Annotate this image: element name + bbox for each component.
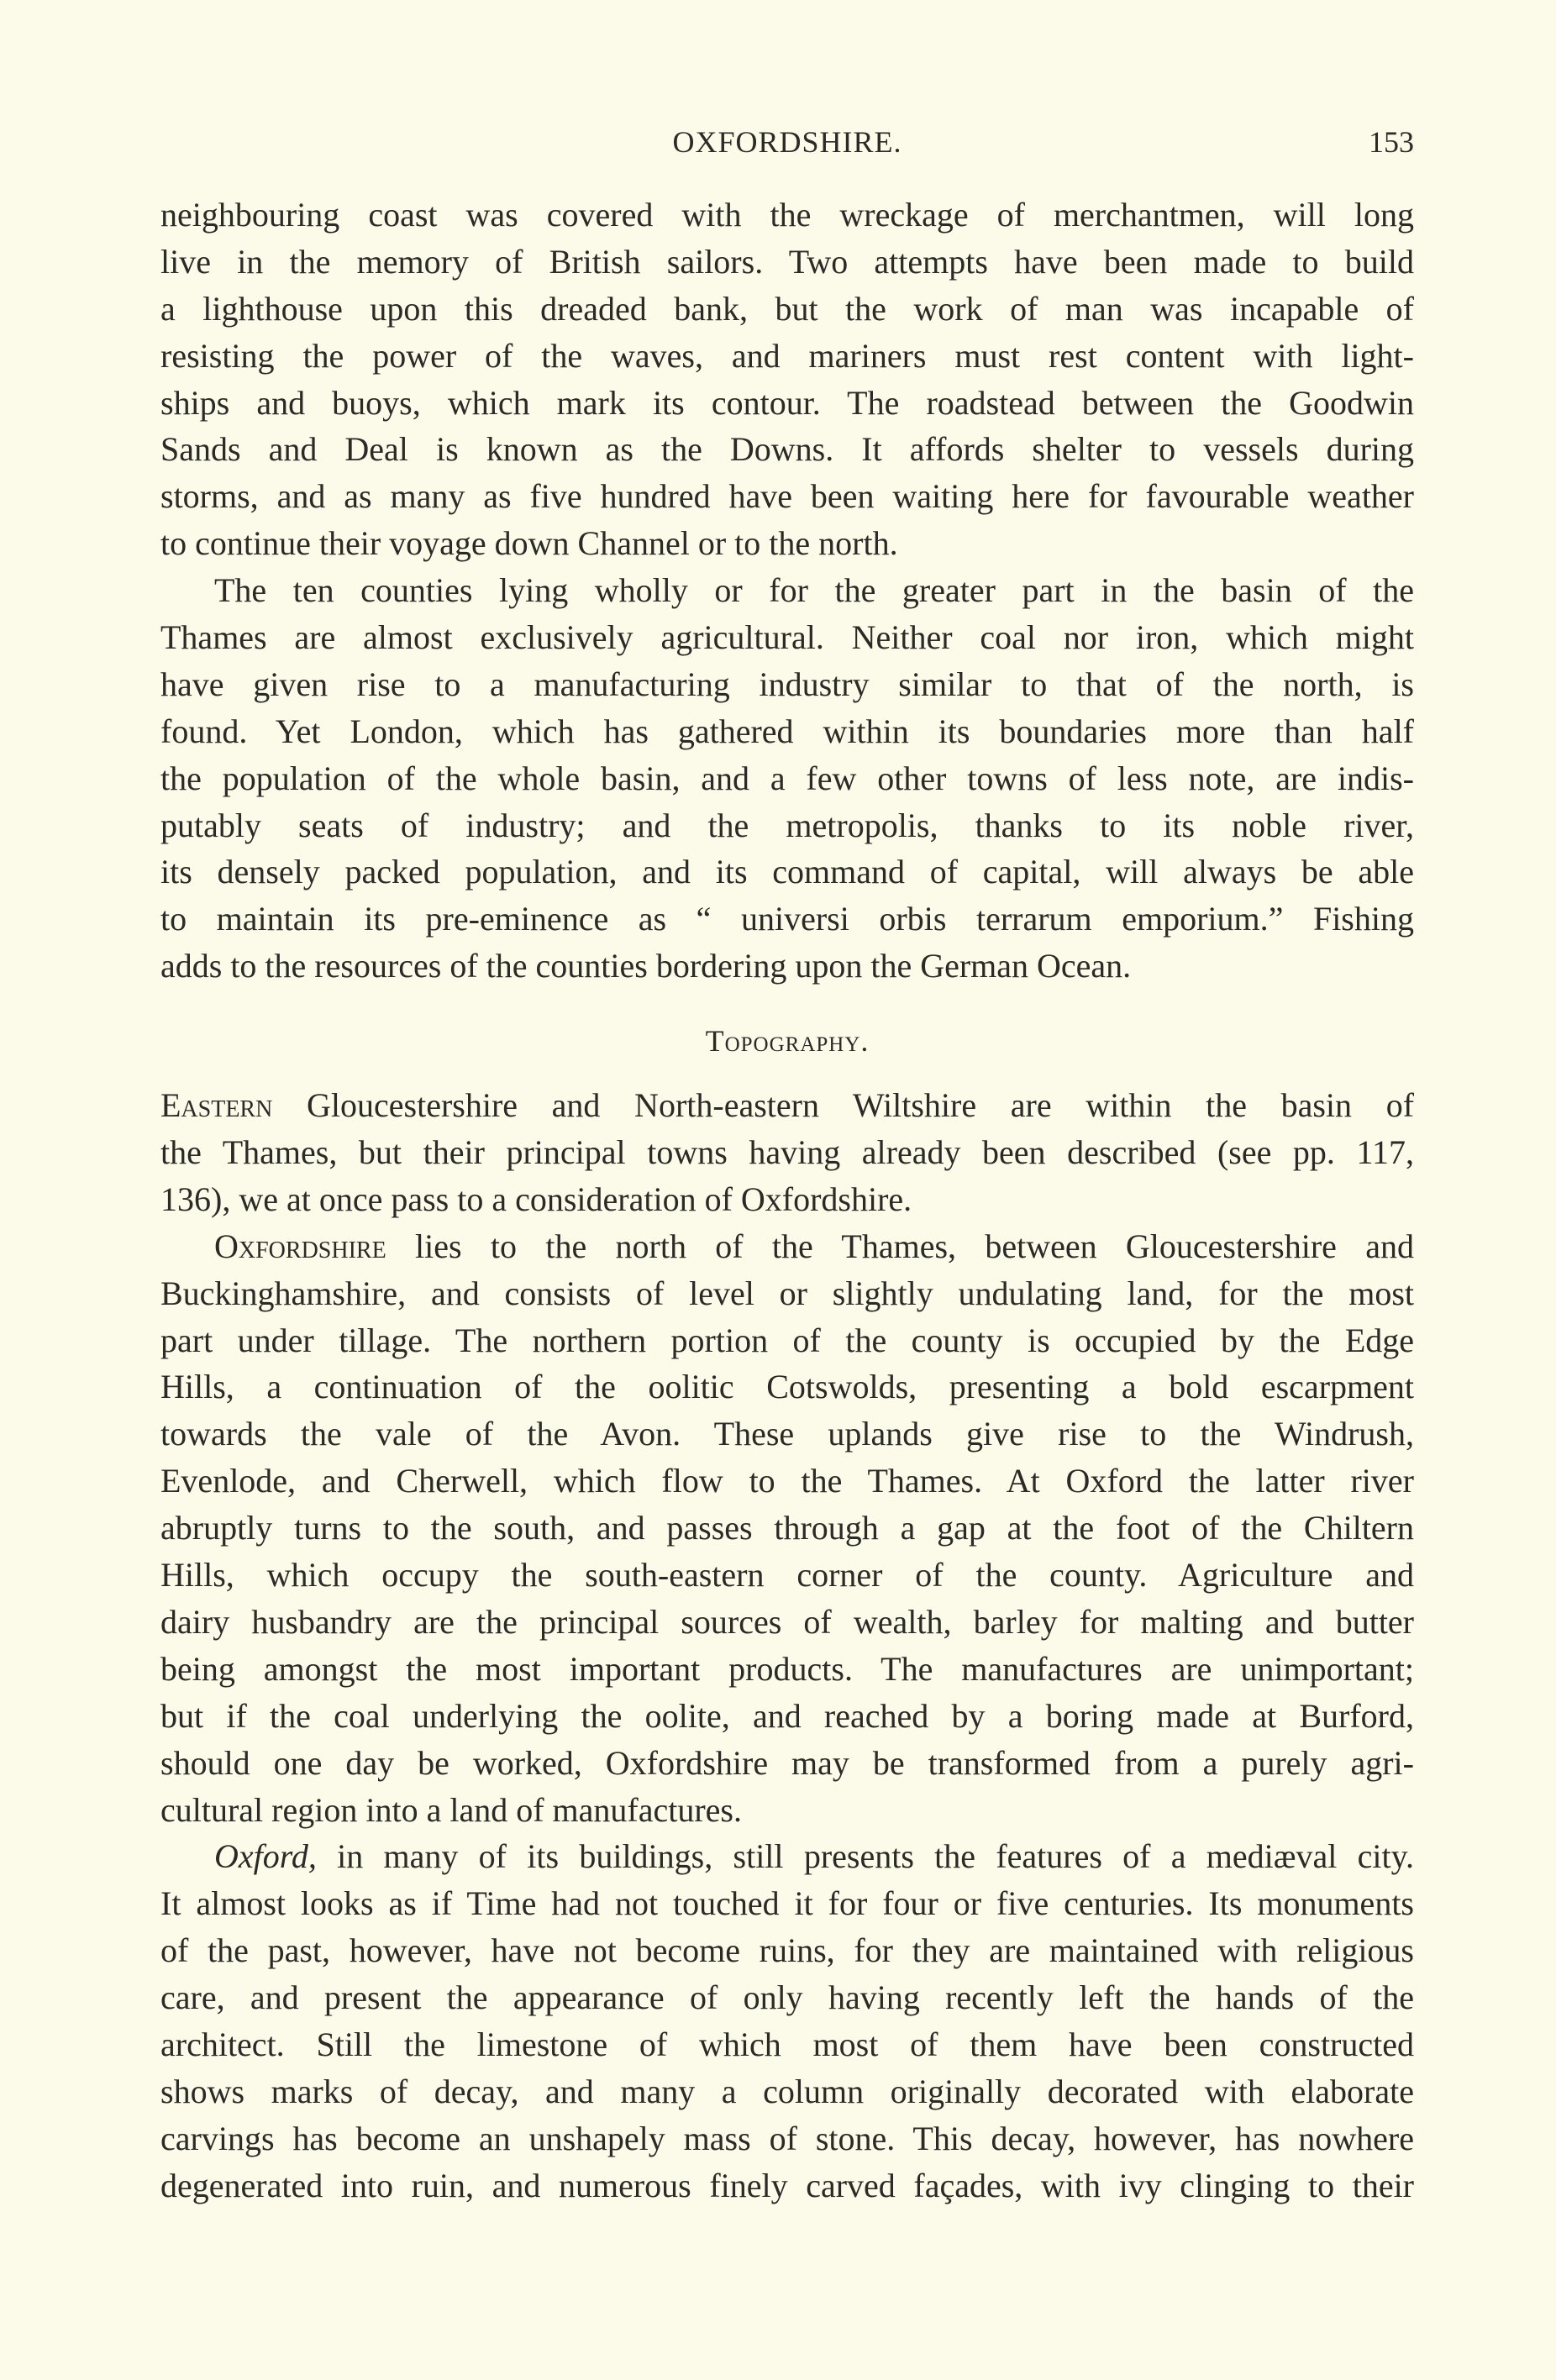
text-line: resisting the power of the waves, and mariners must rest content with light- bbox=[160, 336, 1414, 375]
text-line: Evenlode, and Cherwell, which flow to the Thames. At Oxford the latter river bbox=[160, 1462, 1414, 1500]
text-line: putably seats of industry; and the metropolis, thanks to its noble river, bbox=[160, 806, 1414, 844]
text-line: care, and present the appearance of only having recently left the hands of the bbox=[160, 1978, 1414, 2017]
text-line: Gloucestershire and North-eastern Wiltshire are within the basin of bbox=[307, 1086, 1414, 1125]
text-line: live in the memory of British sailors. Two attempts have been made to build bbox=[160, 242, 1414, 281]
text-line: 136), we at once pass to a consideration of Oxfordshire. bbox=[160, 1179, 912, 1218]
page-number: 153 bbox=[1369, 125, 1414, 159]
text-line: It almost looks as if Time had not touched it for four or five centuries. Its monuments bbox=[160, 1884, 1414, 1923]
text-line: have given rise to a manufacturing industry similar to that of the north, is bbox=[160, 665, 1414, 703]
text-line: degenerated into ruin, and numerous finely carved façades, with ivy clinging to their bbox=[160, 2166, 1414, 2204]
lead-word: Oxford, bbox=[214, 1837, 317, 1876]
text-line: should one day be worked, Oxfordshire may be transformed from a purely agri- bbox=[160, 1743, 1414, 1782]
text-line: to continue their voyage down Channel or to the north. bbox=[160, 524, 898, 563]
page-header bbox=[160, 124, 1414, 165]
text-line: abruptly turns to the south, and passes through a gap at the foot of the Chiltern bbox=[160, 1509, 1414, 1547]
text-line: The ten counties lying wholly or for the greater part in the basin of the bbox=[214, 571, 1414, 610]
text-line: Buckinghamshire, and consists of level or slightly undulating land, for the most bbox=[160, 1274, 1414, 1312]
text-line: of the past, however, have not become ruins, for they are maintained with religious bbox=[160, 1931, 1414, 1970]
paragraph bbox=[160, 192, 1414, 567]
text-line: architect. Still the limestone of which most of them have been constructed bbox=[160, 2025, 1414, 2063]
text-line: a lighthouse upon this dreaded bank, but the work of man was incapable of bbox=[160, 289, 1414, 328]
text-line: storms, and as many as five hundred have been waiting here for favourable weather bbox=[160, 477, 1414, 516]
running-title: OXFORDSHIRE. bbox=[672, 125, 902, 159]
lead-word: Eastern bbox=[160, 1086, 273, 1125]
paragraph bbox=[160, 1833, 1414, 2209]
paragraph bbox=[160, 1082, 1414, 1223]
text-line: the population of the whole basin, and a few other towns of less note, are indis- bbox=[160, 759, 1414, 797]
text-line: Hills, which occupy the south-eastern corner of the county. Agriculture and bbox=[160, 1556, 1414, 1595]
text-line: ships and buoys, which mark its contour. The roadstead between the Goodwin bbox=[160, 383, 1414, 422]
section-heading: Topography. bbox=[705, 1024, 870, 1059]
text-line: part under tillage. The northern portion of the county is occupied by the Edge bbox=[160, 1321, 1414, 1359]
text-line: Thames are almost exclusively agricultural. Neither coal nor iron, which might bbox=[160, 618, 1414, 657]
text-line: in many of its buildings, still presents the features of a mediæval city. bbox=[337, 1837, 1414, 1876]
text-line: dairy husbandry are the principal sources of wealth, barley for malting and butter bbox=[160, 1602, 1414, 1641]
text-line: lies to the north of the Thames, between Gloucestershire and bbox=[415, 1227, 1414, 1265]
text-line: to maintain its pre-eminence as “ universi orbis terrarum emporium.” Fishing bbox=[160, 900, 1414, 938]
text-line: shows marks of decay, and many a column originally decorated with elaborate bbox=[160, 2072, 1414, 2110]
text-line: its densely packed population, and its command of capital, will always be able bbox=[160, 853, 1414, 891]
text-line: neighbouring coast was covered with the wreckage of merchantmen, will long bbox=[160, 196, 1414, 234]
text-line: cultural region into a land of manufactures. bbox=[160, 1790, 742, 1829]
lead-word: Oxfordshire bbox=[214, 1227, 386, 1265]
text-line: being amongst the most important products. The manufactures are unimportant; bbox=[160, 1649, 1414, 1688]
text-line: towards the vale of the Avon. These uplands give rise to the Windrush, bbox=[160, 1415, 1414, 1453]
paragraph bbox=[160, 567, 1414, 990]
paragraph bbox=[160, 1223, 1414, 1834]
text-line: the Thames, but their principal towns having already been described (see pp. 117, bbox=[160, 1133, 1414, 1172]
text-line: but if the coal underlying the oolite, and reached by a boring made at Burford, bbox=[160, 1696, 1414, 1735]
text-line: Sands and Deal is known as the Downs. It affords shelter to vessels during bbox=[160, 430, 1414, 469]
text-line: Hills, a continuation of the oolitic Cotswolds, presenting a bold escarpment bbox=[160, 1368, 1414, 1406]
page-body bbox=[160, 192, 1414, 2209]
text-line: adds to the resources of the counties bordering upon the German Ocean. bbox=[160, 947, 1132, 985]
text-line: carvings has become an unshapely mass of stone. This decay, however, has nowhere bbox=[160, 2119, 1414, 2157]
text-line: found. Yet London, which has gathered within its boundaries more than half bbox=[160, 712, 1414, 750]
